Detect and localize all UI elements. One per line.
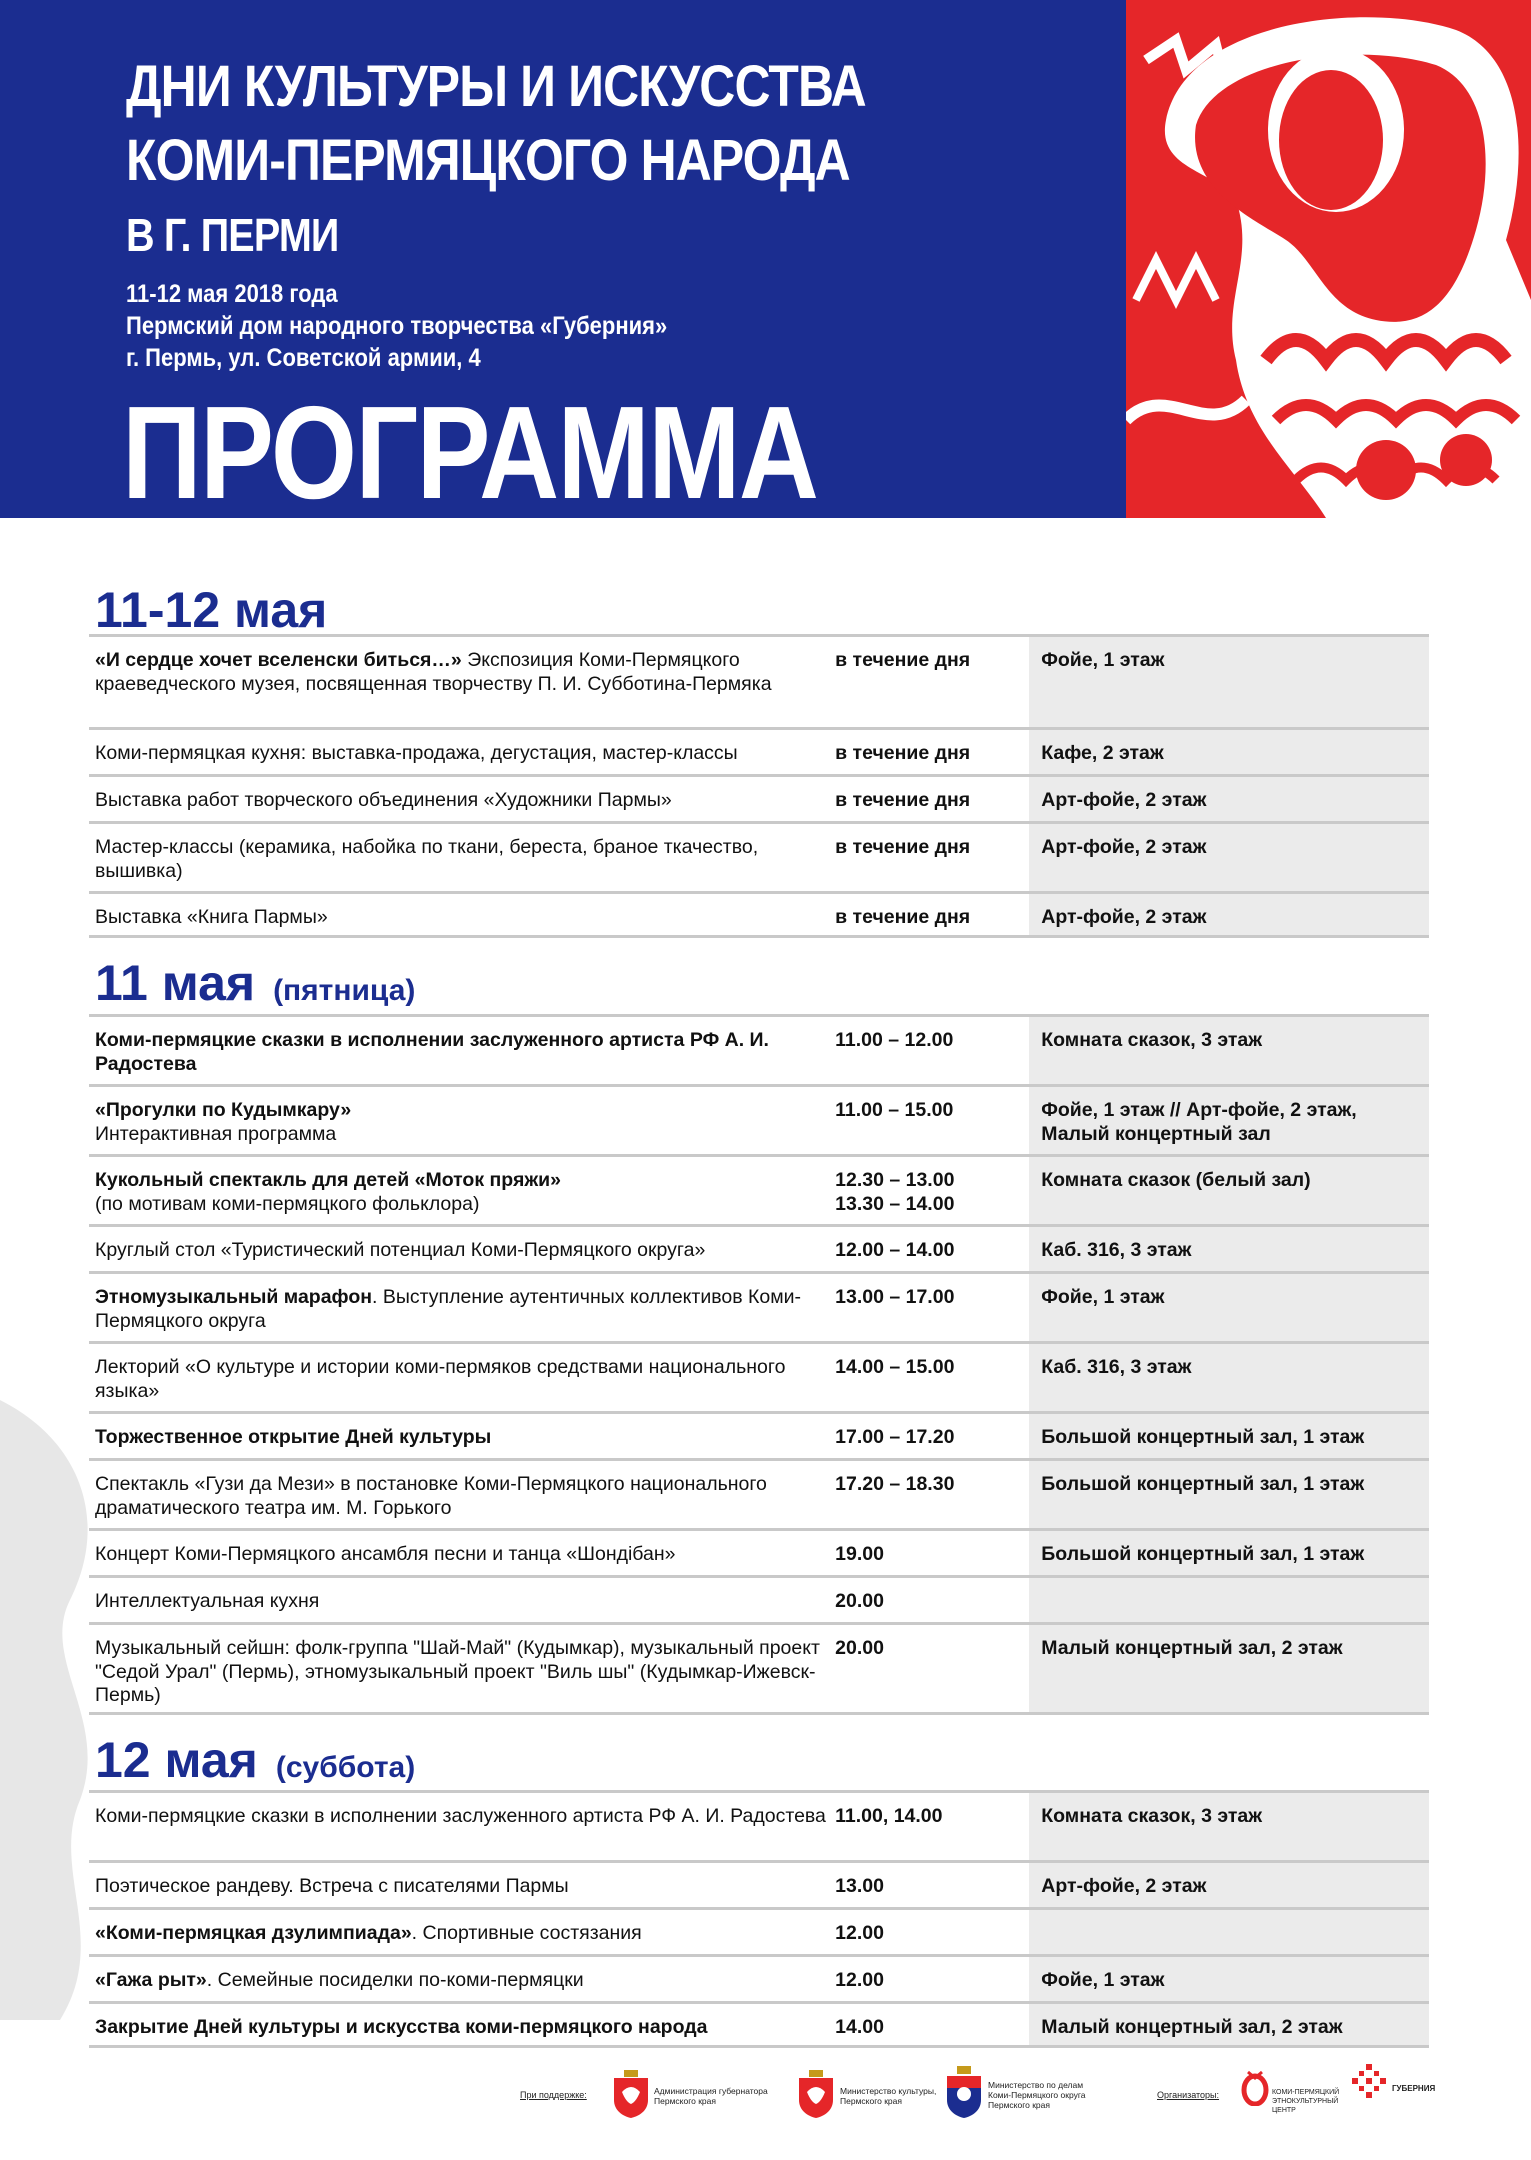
event-description xyxy=(89,1017,835,1084)
event-description xyxy=(89,1157,835,1224)
event-description xyxy=(89,1227,835,1271)
table-row xyxy=(89,1341,1429,1411)
event-text: Музыкальный сейшн: фолк-группа "Шай-Май" (Кудымкар), музыкальный проект "Седой Урал" (Пермь), этномузыкальный проект "Виль шы" (Кудымкар-Ижевск-Пермь) xyxy=(95,1637,820,1706)
event-location: Фойе, 1 этаж xyxy=(1041,1286,1165,1308)
event-title-bold: Этномузыкальный марафон xyxy=(95,1286,373,1308)
event-location: Арт-фойе, 2 этаж xyxy=(1041,906,1207,928)
event-text: Круглый стол «Туристический потенциал Коми-Пермяцкого округа» xyxy=(95,1239,706,1261)
table-row xyxy=(89,1411,1429,1458)
event-description xyxy=(89,1863,835,1907)
event-time: 17.00 – 17.20 xyxy=(835,1426,955,1448)
event-description xyxy=(89,1910,835,1954)
table-row xyxy=(89,1907,1429,1954)
event-time: в течение дня xyxy=(835,836,971,858)
ornament-panel xyxy=(1126,0,1531,518)
event-location: Большой концертный зал, 1 этаж xyxy=(1041,1543,1365,1565)
event-location: Арт-фойе, 2 этаж xyxy=(1041,1875,1207,1897)
event-time: 19.00 xyxy=(835,1543,884,1565)
event-title-bold: Торжественное открытие Дней культуры xyxy=(95,1426,492,1448)
event-time: 14.00 xyxy=(835,2016,884,2038)
event-text: . Выступление аутентичных коллективов Коми-Пермяцкого округа xyxy=(95,1286,801,1332)
table-row xyxy=(89,1622,1429,1715)
section-weekday: (пятница) xyxy=(273,974,416,1007)
event-time: в течение дня xyxy=(835,906,971,928)
program-heading: ПРОГРАММА xyxy=(122,379,818,526)
event-location: Фойе, 1 этаж // Арт-фойе, 2 этаж, Малый концертный зал xyxy=(1041,1099,1357,1145)
footer xyxy=(0,2040,1531,2160)
gubernia-logo-icon xyxy=(1352,2064,1386,2098)
event-description xyxy=(89,1414,835,1458)
event-location: Фойе, 1 этаж xyxy=(1041,1969,1165,1991)
title-line-2: КОМИ-ПЕРМЯЦКОГО НАРОДА xyxy=(126,128,850,193)
event-text: Мастер-классы (керамика, набойка по ткани, береста, браное ткачество, вышивка) xyxy=(95,836,759,882)
event-location: Каб. 316, 3 этаж xyxy=(1041,1356,1192,1378)
schedule-table xyxy=(89,634,1429,938)
table-row xyxy=(89,1084,1429,1154)
section-heading xyxy=(95,1732,415,1796)
table-row xyxy=(89,774,1429,821)
event-time: 12.00 – 14.00 xyxy=(835,1239,955,1261)
header-blue-panel xyxy=(0,0,1126,526)
event-text: Лекторий «О культуре и истории коми-пермяков средствами национального языка» xyxy=(95,1356,786,1402)
event-time: 11.00, 14.00 xyxy=(835,1805,943,1827)
event-time: 20.00 xyxy=(835,1637,884,1659)
event-title-bold: Кукольный спектакль для детей «Моток пряжи» xyxy=(95,1169,561,1191)
event-location: Большой концертный зал, 1 этаж xyxy=(1041,1426,1365,1448)
event-text: Экспозиция Коми-Пермяцкого краеведческого музея, посвященная творчеству П. И. Субботина-Пермяка xyxy=(95,649,772,695)
event-location xyxy=(1021,1578,1429,1622)
event-time: 13.00 xyxy=(835,1875,884,1897)
schedule-table xyxy=(89,1014,1429,1715)
event-venue: Пермский дом народного творчества «Губерния» xyxy=(126,312,668,340)
event-description xyxy=(89,1461,835,1528)
table-row xyxy=(89,1154,1429,1224)
table-row xyxy=(89,1860,1429,1907)
event-location: Фойе, 1 этаж xyxy=(1041,649,1165,671)
event-description xyxy=(89,824,835,891)
perm-coat-of-arms-icon xyxy=(612,2070,650,2118)
table-row xyxy=(89,1528,1429,1575)
table-row xyxy=(89,1271,1429,1341)
event-description xyxy=(89,1793,835,1860)
gubernia-name: ГУБЕРНИЯ xyxy=(1392,2084,1436,2093)
event-text: Выставка «Книга Пармы» xyxy=(95,906,328,928)
event-text: Выставка работ творческого объединения «Художники Пармы» xyxy=(95,789,672,811)
event-description xyxy=(89,1087,835,1154)
event-text: . Семейные посиделки по-коми-пермяцки xyxy=(206,1969,584,1991)
event-time: 11.00 – 12.00 xyxy=(835,1029,954,1051)
event-description xyxy=(89,777,835,821)
event-dates: 11-12 мая 2018 года xyxy=(126,280,338,308)
table-row xyxy=(89,821,1429,891)
section-weekday: (суббота) xyxy=(275,1751,416,1784)
event-text: Коми-пермяцкая кухня: выставка-продажа, дегустация, мастер-классы xyxy=(95,742,738,764)
event-location: Комната сказок, 3 этаж xyxy=(1041,1029,1263,1051)
event-text: Интеллектуальная кухня xyxy=(95,1590,320,1612)
program-content xyxy=(0,518,1531,2038)
event-description xyxy=(89,894,835,935)
event-description xyxy=(89,1531,835,1575)
event-text: Концерт Коми-Пермяцкого ансамбля песни и танца «Шондiбан» xyxy=(95,1543,676,1565)
folk-ornament-icon xyxy=(1126,0,1531,518)
event-title-bold: Коми-пермяцкие сказки в исполнении заслуженного артиста РФ А. И. Радостева xyxy=(95,1029,769,1075)
table-row xyxy=(89,1575,1429,1622)
section-day: 11 мая xyxy=(95,955,256,1011)
event-location: Кафе, 2 этаж xyxy=(1041,742,1164,764)
schedule-table xyxy=(89,1790,1429,2048)
event-location: Каб. 316, 3 этаж xyxy=(1041,1239,1192,1261)
event-time: 14.00 – 15.00 xyxy=(835,1356,955,1378)
table-row xyxy=(89,891,1429,938)
event-description xyxy=(89,1344,835,1411)
event-location: Малый концертный зал, 2 этаж xyxy=(1041,1637,1343,1659)
ethnocultural-center-name: КОМИ-ПЕРМЯЦКИЙ ЭТНОКУЛЬТУРНЫЙ ЦЕНТР xyxy=(1272,2089,1340,2114)
event-location: Комната сказок, 3 этаж xyxy=(1041,1805,1263,1827)
section-day: 12 мая xyxy=(95,1732,258,1788)
table-row xyxy=(89,1954,1429,2001)
organizers-label: Организаторы: xyxy=(1157,2090,1220,2100)
event-text: (по мотивам коми-пермяцкого фольклора) xyxy=(95,1192,480,1215)
event-time: 12.30 – 13.00 13.30 – 14.00 xyxy=(835,1169,955,1215)
event-time: в течение дня xyxy=(835,649,971,671)
event-description xyxy=(89,2004,835,2045)
org-culture-ministry: Министерство культуры, Пермского края xyxy=(840,2086,937,2106)
event-text: Поэтическое рандеву. Встреча с писателями Пармы xyxy=(95,1875,569,1897)
komi-okrug-emblem-icon xyxy=(945,2064,983,2118)
event-text: . Спортивные состязания xyxy=(411,1922,642,1944)
event-text: Коми-пермяцкие сказки в исполнении заслуженного артиста РФ А. И. Радостева xyxy=(95,1805,826,1827)
table-row xyxy=(89,1458,1429,1528)
table-row xyxy=(89,634,1429,727)
event-time: 13.00 – 17.00 xyxy=(835,1286,955,1308)
header-banner xyxy=(0,0,1531,526)
section-heading xyxy=(95,955,415,1019)
event-title-bold: Закрытие Дней культуры и искусства коми-пермяцкого народа xyxy=(95,2016,708,2038)
culture-ministry-emblem-icon xyxy=(797,2070,835,2118)
event-title-bold: «Прогулки по Кудымкару» xyxy=(95,1099,352,1121)
event-info xyxy=(126,278,741,374)
event-description xyxy=(89,637,835,727)
event-title-bold: «И сердце хочет вселенски биться…» xyxy=(95,649,462,671)
event-title-bold: «Коми-пермяцкая дзулимпиада» xyxy=(95,1922,412,1944)
table-row xyxy=(89,727,1429,774)
org-governor-admin: Администрация губернатора Пермского края xyxy=(654,2086,768,2106)
event-location: Арт-фойе, 2 этаж xyxy=(1041,836,1207,858)
table-row xyxy=(89,1224,1429,1271)
ethnocultural-center-logo-icon xyxy=(1240,2068,1270,2106)
org-komi-ministry: Министерство по делам Коми-Пермяцкого округа Пермского края xyxy=(988,2080,1086,2110)
event-description xyxy=(89,730,835,774)
event-text: Спектакль «Гузи да Мези» в постановке Коми-Пермяцкого национального драматического театра им. М. Горького xyxy=(95,1473,767,1519)
support-label: При поддержке: xyxy=(520,2090,587,2100)
table-row xyxy=(89,1790,1429,1860)
title-line-3: В Г. ПЕРМИ xyxy=(126,209,339,261)
title-line-1: ДНИ КУЛЬТУРЫ И ИСКУССТВА xyxy=(126,54,866,119)
event-time: 12.00 xyxy=(835,1922,884,1944)
event-text: Интерактивная программа xyxy=(95,1122,337,1145)
event-title xyxy=(126,50,986,272)
event-description xyxy=(89,1625,835,1712)
event-title-bold: «Гажа рыт» xyxy=(95,1969,207,1991)
event-location xyxy=(1021,1910,1429,1954)
event-description xyxy=(89,1578,835,1622)
event-description xyxy=(89,1274,835,1341)
event-time: 11.00 – 15.00 xyxy=(835,1099,954,1121)
event-time: 12.00 xyxy=(835,1969,884,1991)
event-time: в течение дня xyxy=(835,742,971,764)
event-time: в течение дня xyxy=(835,789,971,811)
event-location: Арт-фойе, 2 этаж xyxy=(1041,789,1207,811)
event-time: 17.20 – 18.30 xyxy=(835,1473,955,1495)
table-row xyxy=(89,1014,1429,1084)
event-location: Малый концертный зал, 2 этаж xyxy=(1041,2016,1343,2038)
event-time: 20.00 xyxy=(835,1590,884,1612)
event-address: г. Пермь, ул. Советской армии, 4 xyxy=(126,344,481,372)
event-location: Комната сказок (белый зал) xyxy=(1041,1169,1311,1191)
event-location: Большой концертный зал, 1 этаж xyxy=(1041,1473,1365,1495)
event-description xyxy=(89,1957,835,2001)
section-day: 11-12 мая xyxy=(95,582,328,638)
